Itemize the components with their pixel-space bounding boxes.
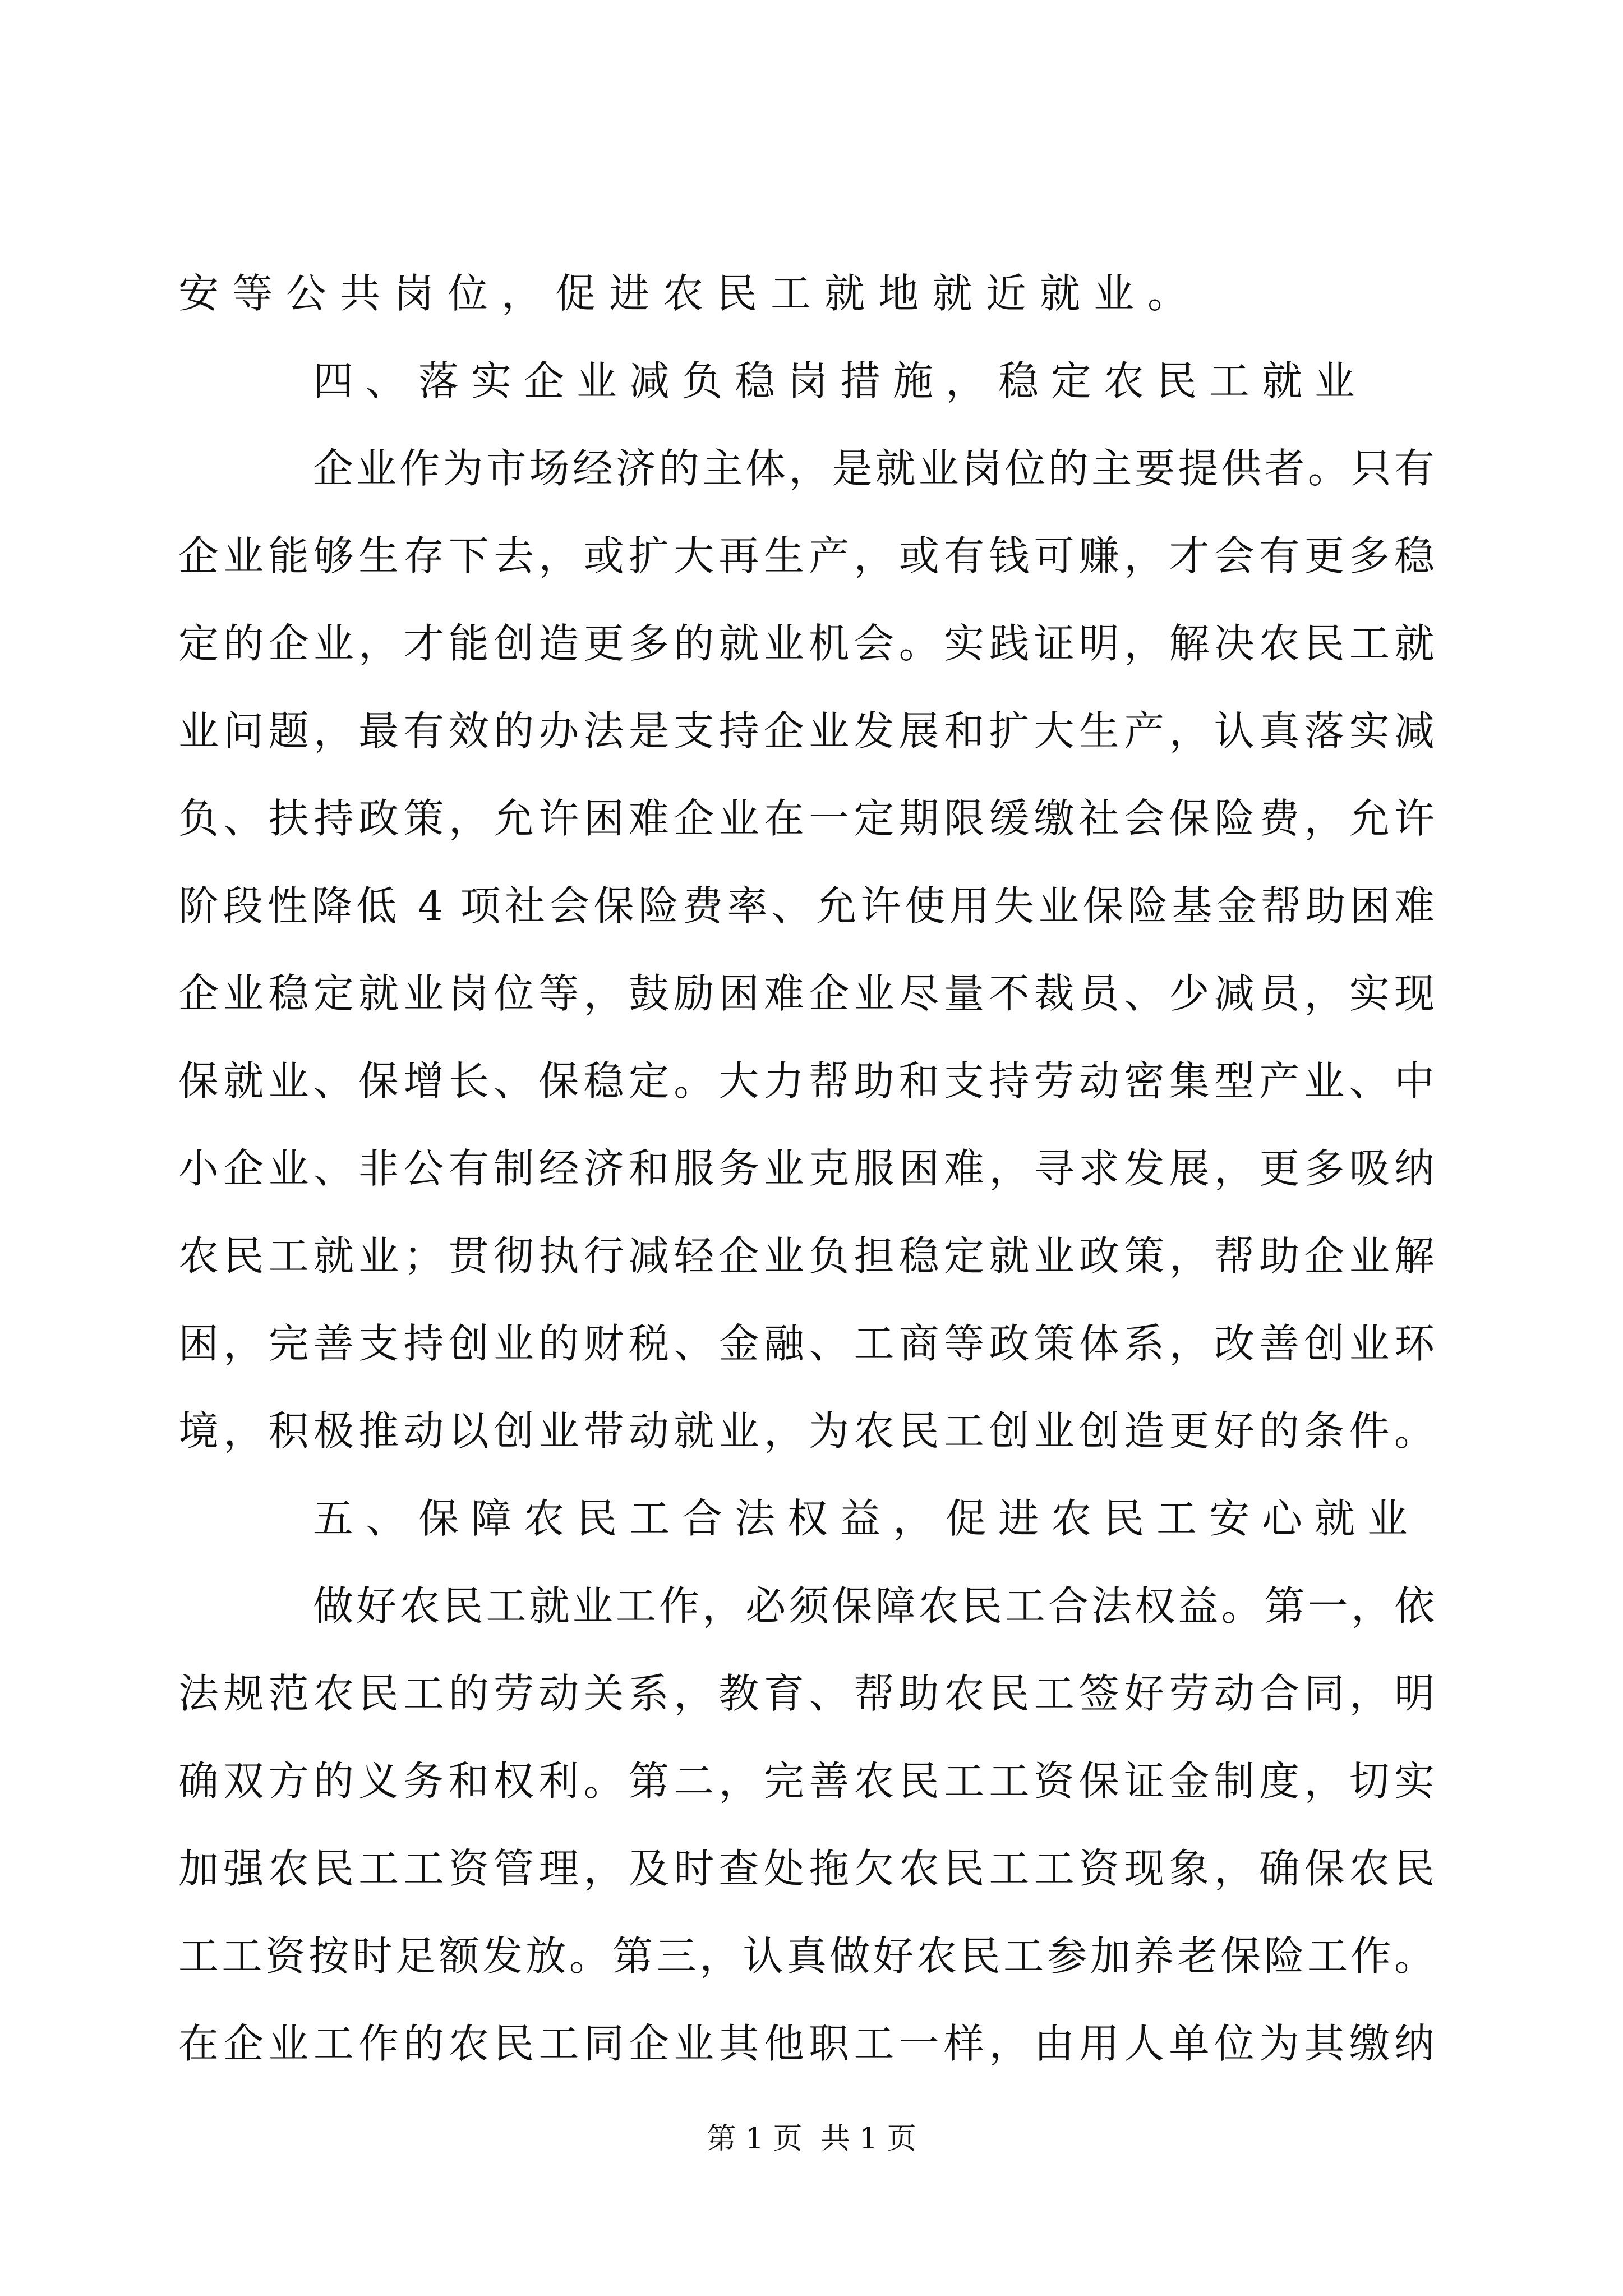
paragraph-line: 困，完善支持创业的财税、金融、工商等政策体系，改善创业环 xyxy=(178,1320,1435,1367)
paragraph-line: 确双方的义务和权利。第二，完善农民工工资保证金制度，切实 xyxy=(178,1757,1435,1805)
paragraph-line: 业问题，最有效的办法是支持企业发展和扩大生产，认真落实减 xyxy=(178,707,1435,754)
paragraph-line: 保就业、保增长、保稳定。大力帮助和支持劳动密集型产业、中 xyxy=(178,1057,1435,1105)
section-heading: 五、保障农民工合法权益，促进农民工安心就业 xyxy=(313,1495,1421,1542)
paragraph-line: 企业能够生存下去，或扩大再生产，或有钱可赚，才会有更多稳 xyxy=(178,532,1435,579)
paragraph-line: 法规范农民工的劳动关系，教育、帮助农民工签好劳动合同，明 xyxy=(178,1670,1435,1717)
paragraph-line: 加强农民工工资管理，及时查处拖欠农民工工资现象，确保农民 xyxy=(178,1845,1435,1892)
section-heading: 四、落实企业减负稳岗措施，稳定农民工就业 xyxy=(313,357,1368,404)
paragraph-line: 做好农民工就业工作，必须保障农民工合法权益。第一，依 xyxy=(313,1582,1435,1630)
paragraph-line: 定的企业，才能创造更多的就业机会。实践证明，解决农民工就 xyxy=(178,620,1435,667)
paragraph-line: 企业稳定就业岗位等，鼓励困难企业尽量不裁员、少减员，实现 xyxy=(178,970,1435,1017)
paragraph-line: 工工资按时足额发放。第三，认真做好农民工参加养老保险工作。 xyxy=(178,1932,1435,1980)
paragraph-line: 在企业工作的农民工同企业其他职工一样，由用人单位为其缴纳 xyxy=(178,2020,1435,2067)
paragraph-line: 小企业、非公有制经济和服务业克服困难，寻求发展，更多吸纳 xyxy=(178,1145,1435,1192)
page-footer xyxy=(0,2115,1623,2157)
document-body xyxy=(178,250,1435,2087)
paragraph-line: 负、扶持政策，允许困难企业在一定期限缓缴社会保险费，允许 xyxy=(178,795,1435,842)
paragraph-line: 阶段性降低 4 项社会保险费率、允许使用失业保险基金帮助困难 xyxy=(178,882,1435,930)
paragraph-line: 企业作为市场经济的主体，是就业岗位的主要提供者。只有 xyxy=(313,445,1435,492)
paragraph-line: 境，积极推动以创业带动就业，为农民工创业创造更好的条件。 xyxy=(178,1407,1435,1455)
paragraph-line: 农民工就业；贯彻执行减轻企业负担稳定就业政策，帮助企业解 xyxy=(178,1232,1435,1280)
page-number: 第 1 页 共 1 页 xyxy=(707,2122,916,2156)
paragraph-line: 安等公共岗位，促进农民工就地就近就业。 xyxy=(178,270,1202,317)
